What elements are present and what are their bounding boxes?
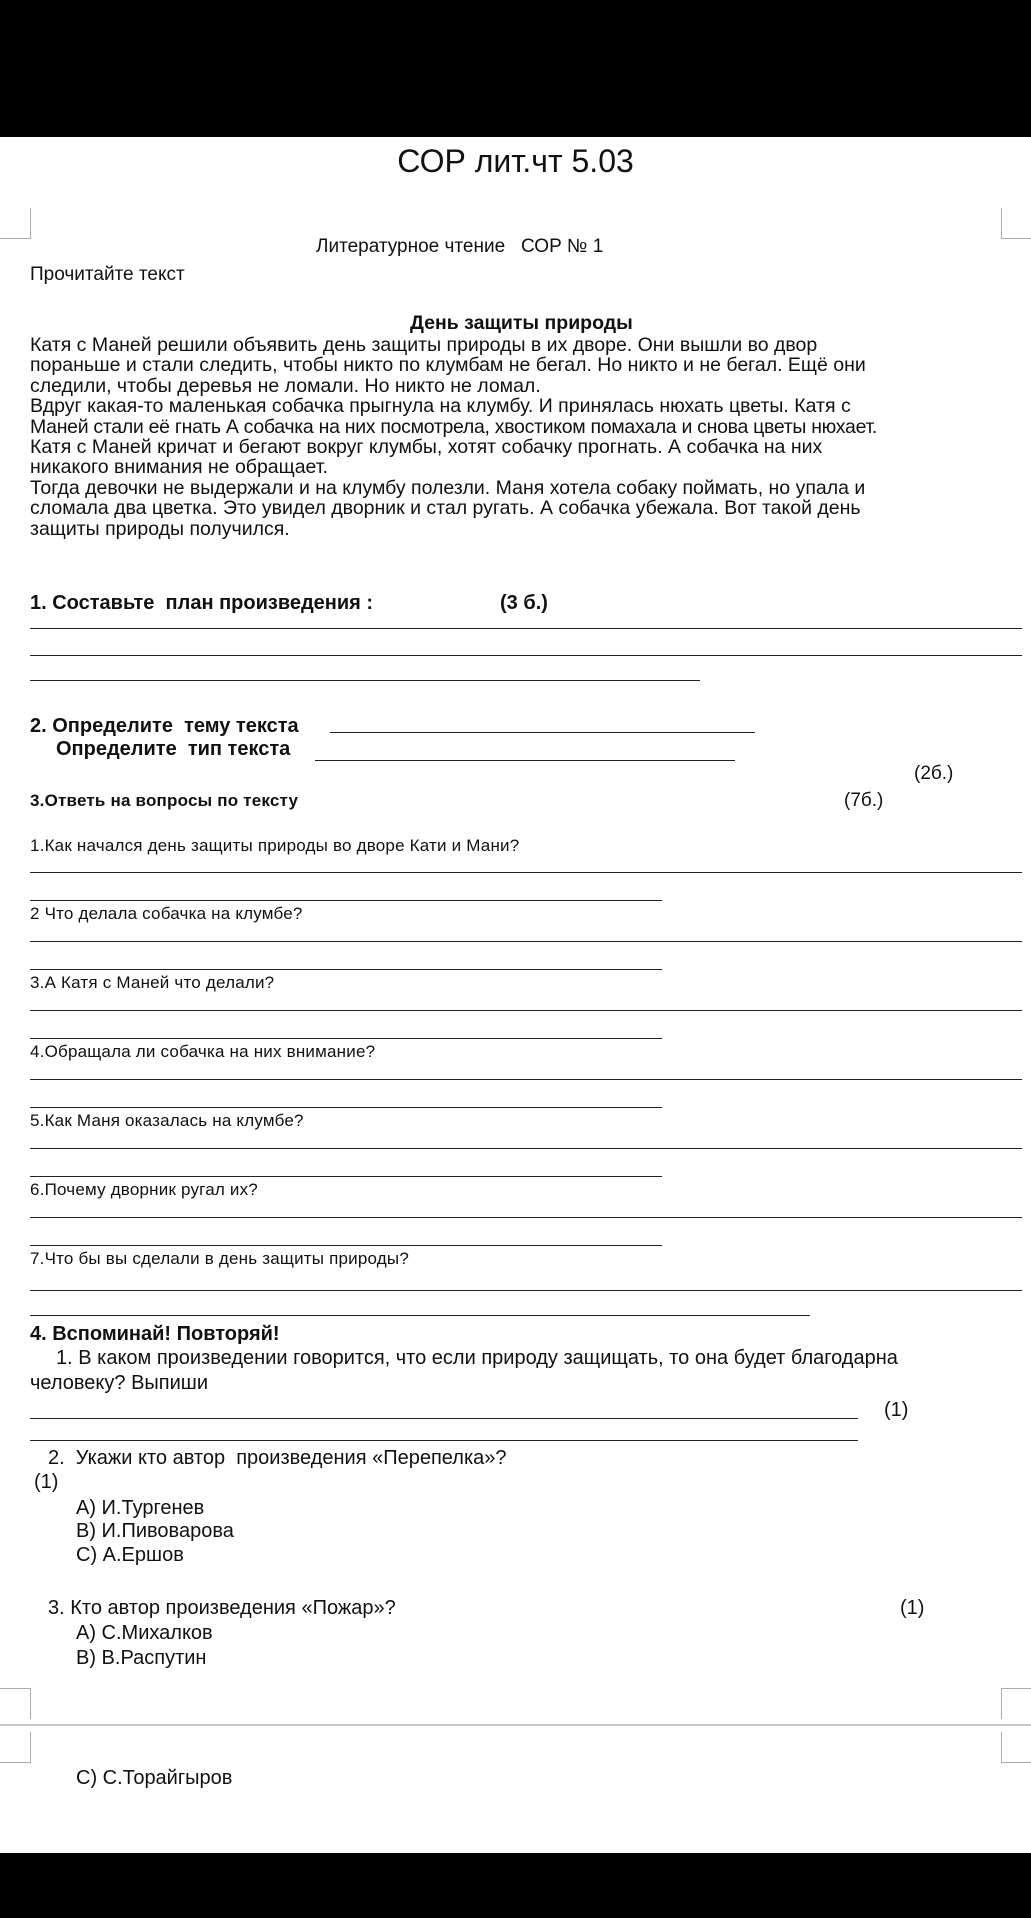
page-separator <box>0 1724 1031 1726</box>
task4-q2: 2. Укажи кто автор произведения «Перепелка»? <box>48 1447 507 1469</box>
corner-mark <box>0 1732 31 1763</box>
task4-q1-line1: 1. В каком произведении говорится, что если природу защищать, то она будет благодарна <box>56 1347 898 1369</box>
story-line: защиты природы получился. <box>30 517 290 540</box>
answer-line <box>30 655 1022 656</box>
story-line: пораньше и стали следить, чтобы никто по клумбам не бегал. Но никто и не бегал. Ещё они <box>30 354 866 377</box>
answer-line <box>330 732 755 733</box>
question-text: 4.Обращала ли собачка на них внимание? <box>30 1042 376 1061</box>
answer-line <box>30 628 1022 629</box>
answer-line <box>30 941 1022 942</box>
story-line: Тогда девочки не выдержали и на клумбу полезли. Маня хотела собаку поймать, но упала и <box>30 476 866 499</box>
answer-line <box>30 1418 858 1419</box>
answer-line <box>30 1440 858 1441</box>
story-title: День защиты природы <box>410 312 633 334</box>
corner-mark <box>1001 1732 1031 1763</box>
task4-q2-points: (1) <box>34 1471 59 1493</box>
answer-line <box>30 969 662 970</box>
task2-theme-label: 2. Определите тему текста <box>30 715 299 737</box>
question-text: 3.А Катя с Маней что делали? <box>30 973 275 992</box>
task4-label: 4. Вспоминай! Повторяй! <box>30 1323 280 1345</box>
task4-q3-points: (1) <box>900 1597 925 1619</box>
bottom-black-bar <box>0 1853 1031 1918</box>
task2-points: (2б.) <box>914 763 954 784</box>
answer-option: С) А.Ершов <box>76 1544 184 1566</box>
question-text: 5.Как Маня оказалась на клумбе? <box>30 1111 304 1130</box>
answer-line <box>30 1038 662 1039</box>
story-line: Катя с Маней решили объявить день защиты природы в их дворе. Они вышли во двор <box>30 334 818 356</box>
story-text <box>30 335 1030 539</box>
answer-line <box>30 900 662 901</box>
top-black-bar <box>0 0 1031 137</box>
answer-line <box>30 680 700 681</box>
task2-type-label: Определите тип текста <box>56 738 291 760</box>
document-title: СОР лит.чт 5.03 <box>397 143 634 179</box>
answer-line <box>30 1010 1022 1011</box>
answer-line <box>30 1245 662 1246</box>
story-line: следили, чтобы деревья не ломали. Но никто не ломал. <box>30 374 541 397</box>
corner-mark <box>1001 1688 1031 1719</box>
answer-line <box>30 1148 1022 1149</box>
instruction-text: Прочитайте текст <box>30 264 185 285</box>
task4-q3: 3. Кто автор произведения «Пожар»? <box>48 1597 396 1619</box>
answer-line <box>315 760 735 761</box>
corner-mark <box>1001 208 1031 239</box>
answer-line <box>30 872 1022 873</box>
story-line: Вдруг какая-то маленькая собачка прыгнула на клумбу. И принялась нюхать цветы. Катя с <box>30 395 851 418</box>
corner-mark <box>0 208 31 239</box>
question-text: 7.Что бы вы сделали в день защиты природы? <box>30 1249 409 1268</box>
story-line: Маней стали её гнать А собачка на них посмотрела, хвостиком помахала и снова цветы нюхает. <box>30 415 878 438</box>
task4-q1-line2: человеку? Выпиши <box>30 1372 209 1394</box>
answer-line <box>30 1107 662 1108</box>
task3-points: (7б.) <box>844 790 884 811</box>
answer-line <box>30 1217 1022 1218</box>
answer-line <box>30 1176 662 1177</box>
task3-label: 3.Ответь на вопросы по тексту <box>30 791 299 810</box>
answer-line <box>30 1315 810 1316</box>
story-line: сломала два цветка. Это увидел дворник и стал ругать. А собачка убежала. Вот такой день <box>30 497 861 520</box>
answer-option: С) С.Торайгыров <box>76 1767 233 1789</box>
task4-q1-points: (1) <box>884 1399 909 1421</box>
question-text: 2 Что делала собачка на клумбе? <box>30 904 303 923</box>
story-line: Катя с Маней кричат и бегают вокруг клумбы, хотят собачку прогнать. А собачка на них <box>30 436 823 459</box>
answer-line <box>30 1290 1022 1291</box>
worksheet-heading: Литературное чтение СОР № 1 <box>316 236 604 257</box>
task1-label: 1. Составьте план произведения : <box>30 592 374 614</box>
answer-option: А) С.Михалков <box>76 1622 213 1644</box>
answer-option: А) И.Тургенев <box>76 1497 205 1519</box>
question-text: 1.Как начался день защиты природы во дворе Кати и Мани? <box>30 836 520 855</box>
answer-line <box>30 1079 1022 1080</box>
corner-mark <box>0 1688 31 1719</box>
question-text: 6.Почему дворник ругал их? <box>30 1180 258 1199</box>
answer-option: В) И.Пивоварова <box>76 1520 234 1542</box>
task1-points: (3 б.) <box>500 592 548 614</box>
answer-option: В) В.Распутин <box>76 1647 207 1669</box>
story-line: никакого внимания не обращает. <box>30 456 328 479</box>
